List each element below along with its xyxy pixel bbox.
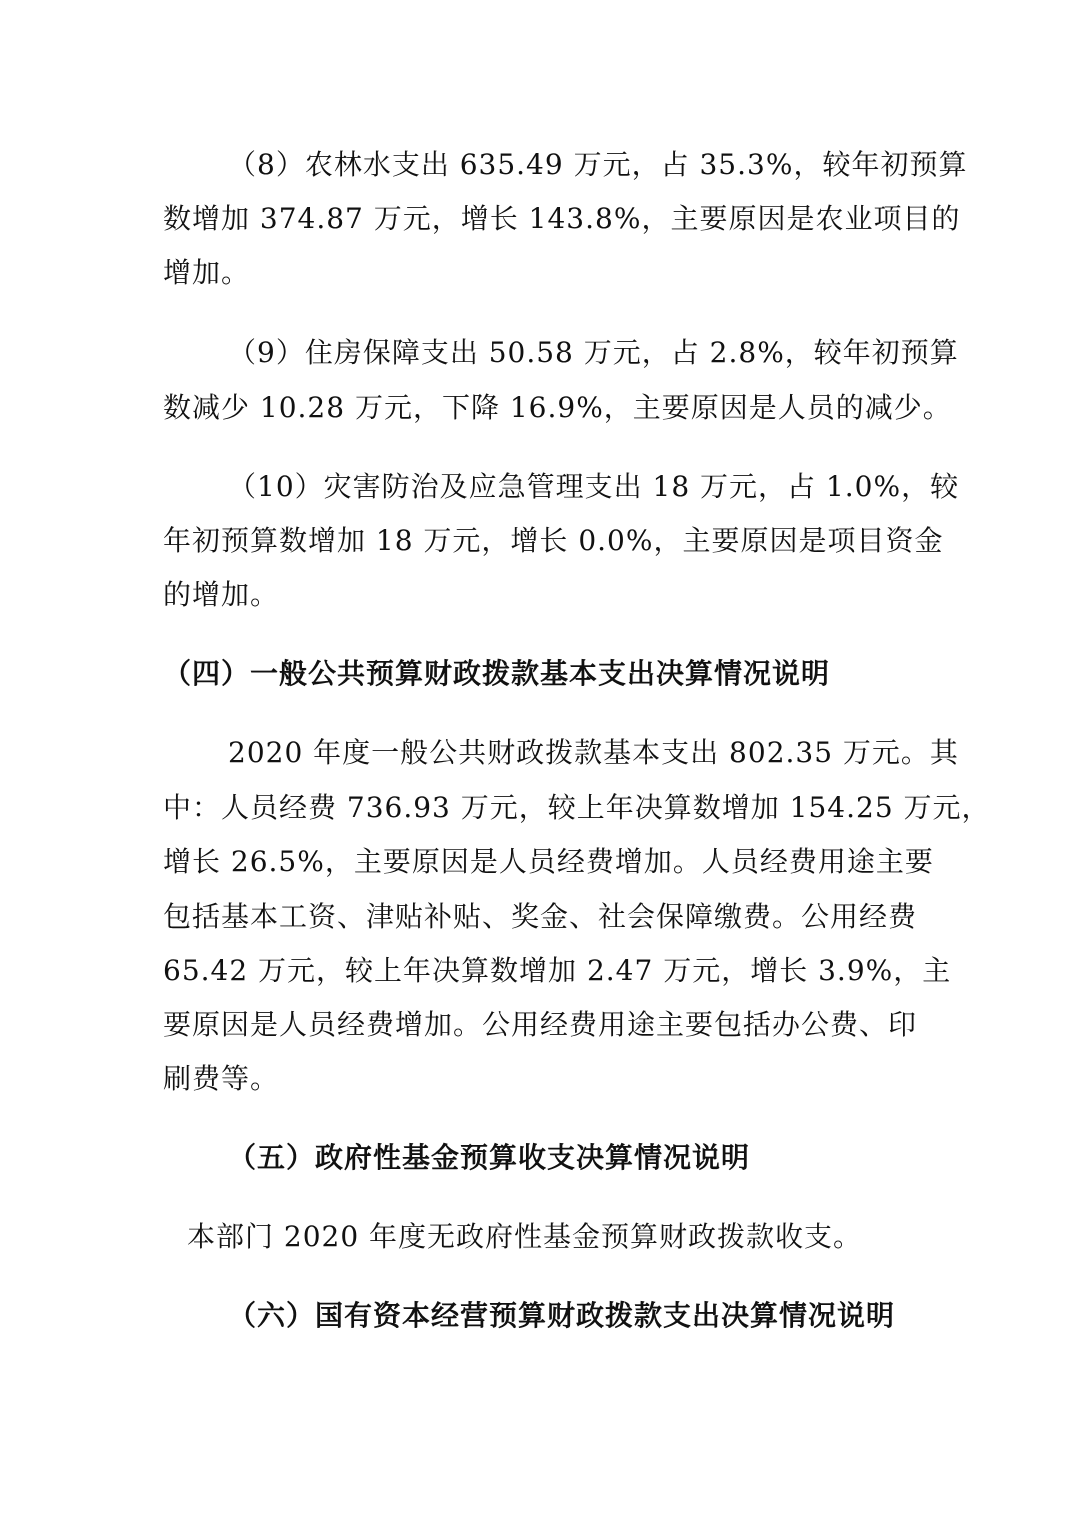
section-4-line-4: 包括基本工资、津贴补贴、奖金、社会保障缴费。公用经费 bbox=[163, 900, 918, 933]
para-8-line-2: 数增加 374.87 万元，增长 143.8%，主要原因是农业项目的 bbox=[163, 202, 961, 235]
section-4-heading: （四）一般公共预算财政拨款基本支出决算情况说明 bbox=[163, 657, 831, 690]
section-4-line-2: 中：人员经费 736.93 万元，较上年决算数增加 154.25 万元， bbox=[163, 791, 991, 824]
section-4-line-1: 2020 年度一般公共财政拨款基本支出 802.35 万元。其 bbox=[228, 736, 959, 769]
section-4-line-6: 要原因是人员经费增加。公用经费用途主要包括办公费、印 bbox=[163, 1008, 918, 1041]
para-10-line-1: （10）灾害防治及应急管理支出 18 万元，占 1.0%，较 bbox=[228, 470, 960, 503]
para-8-line-1: （8）农林水支出 635.49 万元，占 35.3%，较年初预算 bbox=[228, 148, 968, 181]
para-8-line-3: 增加。 bbox=[163, 256, 251, 289]
section-5-heading: （五）政府性基金预算收支决算情况说明 bbox=[228, 1141, 751, 1174]
section-4-line-7: 刷费等。 bbox=[163, 1062, 280, 1095]
para-9-line-2: 数减少 10.28 万元，下降 16.9%，主要原因是人员的减少。 bbox=[163, 391, 952, 424]
section-4-line-5: 65.42 万元，较上年决算数增加 2.47 万元，增长 3.9%，主 bbox=[163, 954, 952, 987]
section-6-heading: （六）国有资本经营预算财政拨款支出决算情况说明 bbox=[228, 1299, 896, 1332]
section-4-line-3: 增长 26.5%，主要原因是人员经费增加。人员经费用途主要 bbox=[163, 845, 934, 878]
para-10-line-3: 的增加。 bbox=[163, 578, 280, 611]
section-5-text: 本部门 2020 年度无政府性基金预算财政拨款收支。 bbox=[187, 1220, 863, 1253]
para-10-line-2: 年初预算数增加 18 万元，增长 0.0%，主要原因是项目资金 bbox=[163, 524, 944, 557]
para-9-line-1: （9）住房保障支出 50.58 万元，占 2.8%，较年初预算 bbox=[228, 336, 959, 369]
